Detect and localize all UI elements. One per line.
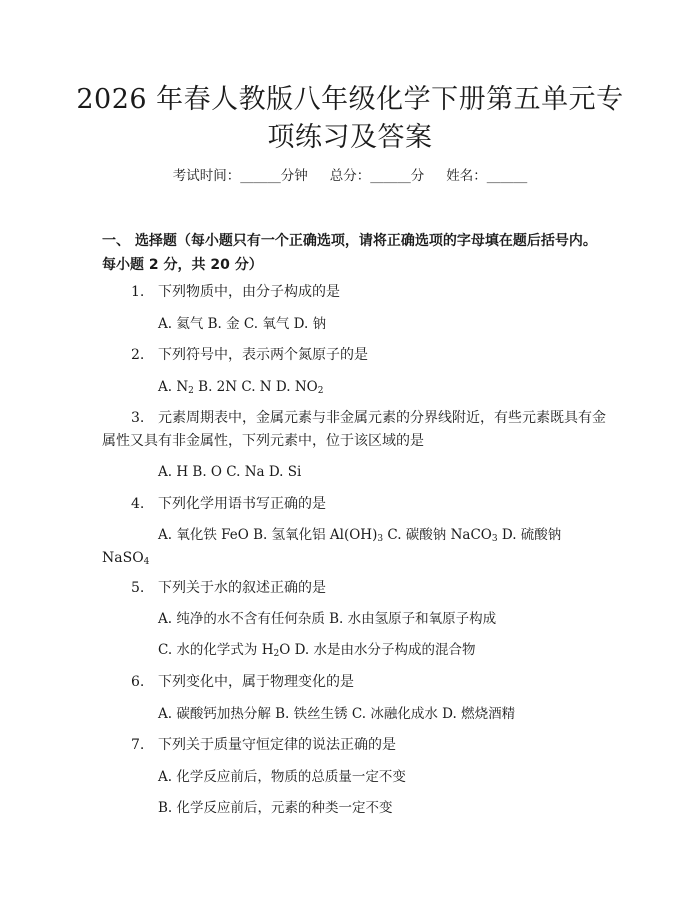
question-4-options	[158, 524, 561, 546]
name-field: 姓名：______	[446, 168, 528, 184]
exam-time-field: 考试时间：______分钟	[172, 168, 308, 184]
question-number: 3.	[131, 410, 145, 426]
question-number: 5.	[131, 580, 145, 596]
question-stem: 下列符号中，表示两个氮原子的是	[158, 347, 368, 363]
question-stem: 下列化学用语书写正确的是	[158, 496, 326, 512]
question-stem: 下列关于质量守恒定律的说法正确的是	[158, 737, 396, 753]
question-stem: 下列关于水的叙述正确的是	[158, 580, 326, 596]
question-stem-line-1: 元素周期表中，金属元素与非金属元素的分界线附近，有些元素既具有金	[158, 410, 606, 426]
question-stem: 下列物质中，由分子构成的是	[158, 284, 340, 300]
question-2-options	[158, 376, 323, 398]
option-text: C. 水的化学式为 H	[158, 642, 274, 658]
question-7-option-b: B. 化学反应前后，元素的种类一定不变	[158, 800, 393, 816]
page-title-line-1: 2026 年春人教版八年级化学下册第五单元专	[76, 84, 624, 115]
question-5-options-line-2	[158, 639, 476, 661]
question-2	[131, 344, 368, 366]
question-5	[131, 577, 326, 599]
question-3-stem-line-2: 属性又具有非金属性，下列元素中，位于该区域的是	[102, 433, 424, 449]
option-text: A. N	[158, 379, 189, 395]
question-4	[131, 493, 326, 515]
question-4-options-wrap	[102, 547, 149, 569]
question-stem: 下列变化中，属于物理变化的是	[158, 674, 354, 690]
option-text: D. 硫酸钠	[497, 527, 562, 543]
question-5-options-line-1: A. 纯净的水不含有任何杂质 B. 水由氢原子和氧原子构成	[158, 611, 497, 627]
question-number: 7.	[131, 737, 145, 753]
subscript: 2	[188, 386, 194, 396]
option-text: A. 氧化铁 FeO B. 氢氧化铝 Al(OH)	[158, 527, 378, 543]
question-6	[131, 671, 354, 693]
question-1-options: A. 氦气 B. 金 C. 氧气 D. 钠	[158, 316, 327, 332]
option-text: C. 碳酸钠 NaCO	[383, 527, 492, 543]
subscript: 4	[143, 557, 150, 567]
question-7	[131, 734, 396, 756]
question-1	[131, 281, 340, 303]
subscript: 2	[317, 386, 324, 396]
option-text: O D. 水是由水分子构成的混合物	[279, 642, 476, 658]
exam-info-row	[0, 166, 700, 186]
question-number: 1.	[131, 284, 145, 300]
option-text: B. 2N C. N D. NO	[193, 379, 318, 395]
question-6-options: A. 碳酸钙加热分解 B. 铁丝生锈 C. 冰融化成水 D. 燃烧酒精	[158, 706, 516, 722]
subscript: 2	[273, 649, 280, 659]
option-text: NaSO	[102, 550, 144, 566]
section-heading-line-2: 每小题 2 分，共 20 分）	[102, 257, 263, 273]
question-7-option-a: A. 化学反应前后，物质的总质量一定不变	[158, 769, 406, 785]
question-3	[131, 407, 606, 429]
question-3-options: A. H B. O C. Na D. Si	[158, 464, 302, 480]
question-number: 4.	[131, 496, 145, 512]
section-heading-line-1: 一、 选择题（每小题只有一个正确选项，请将正确选项的字母填在题后括号内。	[102, 233, 597, 249]
page-title-line-2: 项练习及答案	[267, 122, 433, 153]
total-score-field: 总分：______分	[329, 168, 425, 184]
question-number: 2.	[131, 347, 145, 363]
question-number: 6.	[131, 674, 145, 690]
subscript: 3	[491, 534, 498, 544]
subscript: 3	[377, 534, 384, 544]
